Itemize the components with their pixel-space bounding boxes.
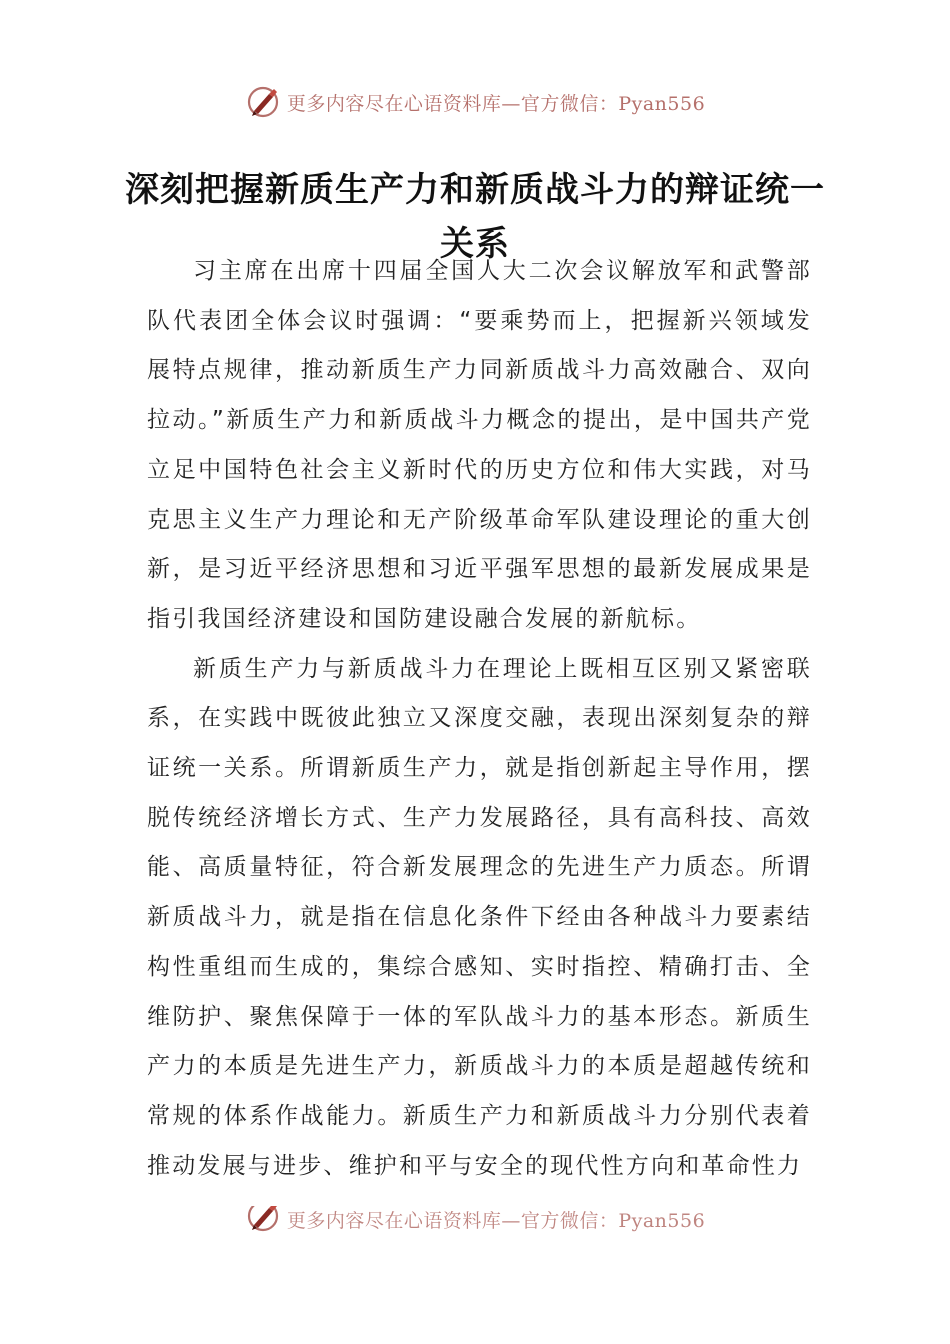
header-banner <box>0 84 950 120</box>
header-banner-text: 更多内容尽在心语资料库—官方微信：Pyan556 <box>286 92 706 115</box>
pen-logo-icon <box>245 84 281 120</box>
paragraph: 新质生产力与新质战斗力在理论上既相互区别又紧密联系，在实践中既彼此独立又深度交融，表现出深刻复杂的辩证统一关系。所谓新质生产力，就是指创新起主导作用，摆脱传统经济增长方式、生产力发展路径，具有高科技、高效能、高质量特征，符合新发展理念的先进生产力质态。所谓新质战斗力，就是指在信息化条件下经由各种战斗力要素结构性重组而生成的，集综合感知、实时指控、精确打击、全维防护、聚焦保障于一体的军队战斗力的基本形态。新质生产力的本质是先进生产力，新质战斗力的本质是超越传统和常规的体系作战能力。新质生产力和新质战斗力分别代表着推动发展与进步、维护和平与安全的现代性方向和革命性力 <box>147 655 812 1179</box>
paragraph: 习主席在出席十四届全国人大二次会议解放军和武警部队代表团全体会议时强调：“要乘势而上，把握新兴领域发展特点规律，推动新质生产力同新质战斗力高效融合、双向拉动。”新质生产力和新质战斗力概念的提出，是中国共产党立足中国特色社会主义新时代的历史方位和伟大实践，对马克思主义生产力理论和无产阶级革命军队建设理论的重大创新，是习近平经济思想和习近平强军思想的最新发展成果是指引我国经济建设和国防建设融合发展的新航标。 <box>147 258 812 632</box>
footer-banner <box>0 1206 950 1232</box>
document-body <box>147 247 812 1191</box>
document-title: 深刻把握新质生产力和新质战斗力的辩证统一关系 <box>125 169 825 264</box>
footer-banner-text: 更多内容尽在心语资料库—官方微信：Pyan556 <box>286 1210 706 1232</box>
pen-logo-icon <box>245 1206 281 1232</box>
